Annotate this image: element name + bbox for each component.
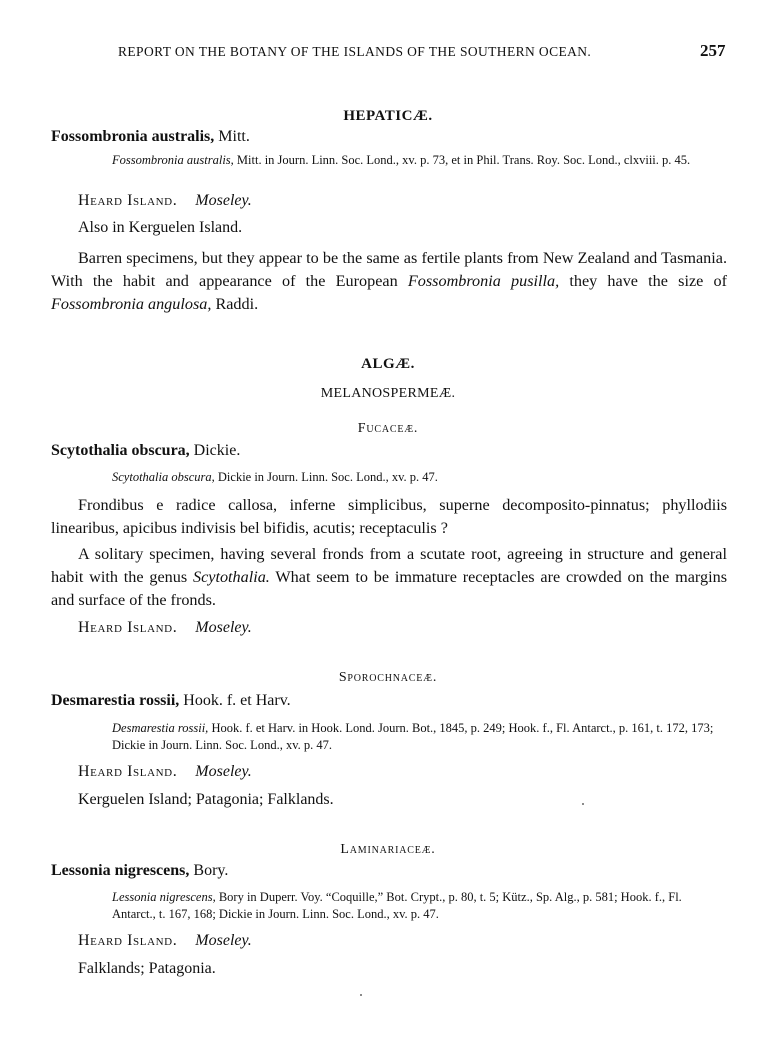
note-text-2: they have the size of bbox=[569, 272, 728, 290]
locality-scytothalia bbox=[78, 619, 252, 637]
citation-name: Lessonia nigrescens, bbox=[112, 890, 216, 904]
note-italic-1: Fossombronia pusilla, bbox=[407, 272, 560, 290]
species-scytothalia-obscura bbox=[51, 442, 240, 460]
species-lessonia-nigrescens bbox=[51, 862, 228, 880]
locality-label: Heard Island. bbox=[78, 932, 178, 949]
citation-text: Bory in Duperr. Voy. “Coquille,” Bot. Crypt., p. 80, t. 5; Kütz., Sp. Alg., p. 581; Hook. f., Fl. Antarct., t. 167, 168; Dickie in Journ. Linn. Soc. Lond., xv. p. 47. bbox=[112, 890, 682, 921]
note-text-3: Raddi. bbox=[215, 295, 259, 313]
family-heading-laminariaceae: Laminariaceæ. bbox=[340, 842, 436, 857]
species-authority: Bory. bbox=[193, 862, 229, 879]
scan-speck bbox=[360, 994, 362, 996]
family-heading-sporochnaceae: Sporochnaceæ. bbox=[338, 670, 438, 685]
desc-text-2: What seem to be immature receptacles are crowded on the margins and surface of the fronds. bbox=[51, 568, 728, 609]
locality-label: Heard Island. bbox=[78, 763, 178, 780]
latin-description-scytothalia: Frondibus e radice callosa, inferne simplicibus, superne decomposito-pinnatus; phyllodiis linearibus, apicibus indivisis bel bifidis, acutis; receptaculis ? bbox=[51, 496, 727, 537]
species-name: Scytothalia obscura, bbox=[51, 442, 190, 459]
collector: Moseley. bbox=[195, 763, 252, 780]
citation-text: Dickie in Journ. Linn. Soc. Lond., xv. p. 47. bbox=[217, 470, 438, 484]
citation-text: Mitt. in Journ. Linn. Soc. Lond., xv. p. 73, et in Phil. Trans. Roy. Soc. Lond., clxviii. p. 45. bbox=[236, 153, 691, 167]
scan-speck bbox=[582, 803, 584, 805]
also-found-lessonia: Falklands; Patagonia. bbox=[78, 960, 216, 977]
page-number: 257 bbox=[700, 41, 726, 60]
note-text-1: Barren specimens, but they appear to be the same as fertile plants from New Zealand and Tasmania. With the habit and appearance of the European bbox=[51, 249, 727, 290]
desc-italic: Scytothalia. bbox=[192, 568, 270, 586]
also-found-desmarestia: Kerguelen Island; Patagonia; Falklands. bbox=[78, 791, 334, 808]
section-heading-algae: ALGÆ. bbox=[361, 356, 415, 372]
locality-label: Heard Island. bbox=[78, 192, 178, 209]
citation-name: Desmarestia rossii, bbox=[112, 721, 209, 735]
citation-name: Scytothalia obscura, bbox=[112, 470, 215, 484]
family-heading-fucaceae: Fucaceæ. bbox=[357, 421, 419, 436]
collector: Moseley. bbox=[195, 192, 252, 209]
citation-text: Hook. f. et Harv. in Hook. Lond. Journ. Bot., 1845, p. 249; Hook. f., Fl. Antarct., p. 161, t. 172, 173; Dickie in Journ. Linn. Soc. Lond., xv. p. 47. bbox=[112, 721, 714, 752]
locality-label: Heard Island. bbox=[78, 619, 178, 636]
species-name: Desmarestia rossii, bbox=[51, 692, 180, 709]
desc-text-1: A solitary specimen, having several fronds from a scutate root, agreeing in structure and general habit with the genus bbox=[51, 545, 727, 586]
species-name: Fossombronia australis, bbox=[51, 128, 215, 145]
species-authority: Dickie. bbox=[193, 442, 241, 459]
locality-lessonia bbox=[78, 932, 252, 950]
citation-desmarestia bbox=[112, 720, 727, 754]
note-fossombronia bbox=[51, 247, 727, 316]
subsection-heading-melanospermeae: MELANOSPERMEÆ. bbox=[320, 386, 456, 401]
running-header: REPORT ON THE BOTANY OF THE ISLANDS OF THE SOUTHERN OCEAN. bbox=[118, 44, 592, 59]
citation-name: Fossombronia australis, bbox=[112, 153, 234, 167]
species-fossombronia-australis bbox=[51, 128, 250, 146]
species-authority: Hook. f. et Harv. bbox=[183, 692, 291, 709]
citation-fossombronia bbox=[112, 152, 727, 169]
species-name: Lessonia nigrescens, bbox=[51, 862, 190, 879]
section-heading-hepaticae: HEPATICÆ. bbox=[343, 108, 433, 124]
locality-fossombronia bbox=[78, 192, 252, 210]
collector: Moseley. bbox=[195, 932, 252, 949]
description-scytothalia bbox=[51, 543, 727, 612]
citation-lessonia bbox=[112, 889, 727, 923]
collector: Moseley. bbox=[195, 619, 252, 636]
citation-scytothalia bbox=[112, 469, 727, 486]
also-found-fossombronia: Also in Kerguelen Island. bbox=[78, 219, 243, 236]
species-desmarestia-rossii bbox=[51, 692, 291, 710]
note-italic-2: Fossombronia angulosa, bbox=[51, 295, 212, 313]
species-authority: Mitt. bbox=[218, 128, 250, 145]
locality-desmarestia bbox=[78, 763, 252, 781]
